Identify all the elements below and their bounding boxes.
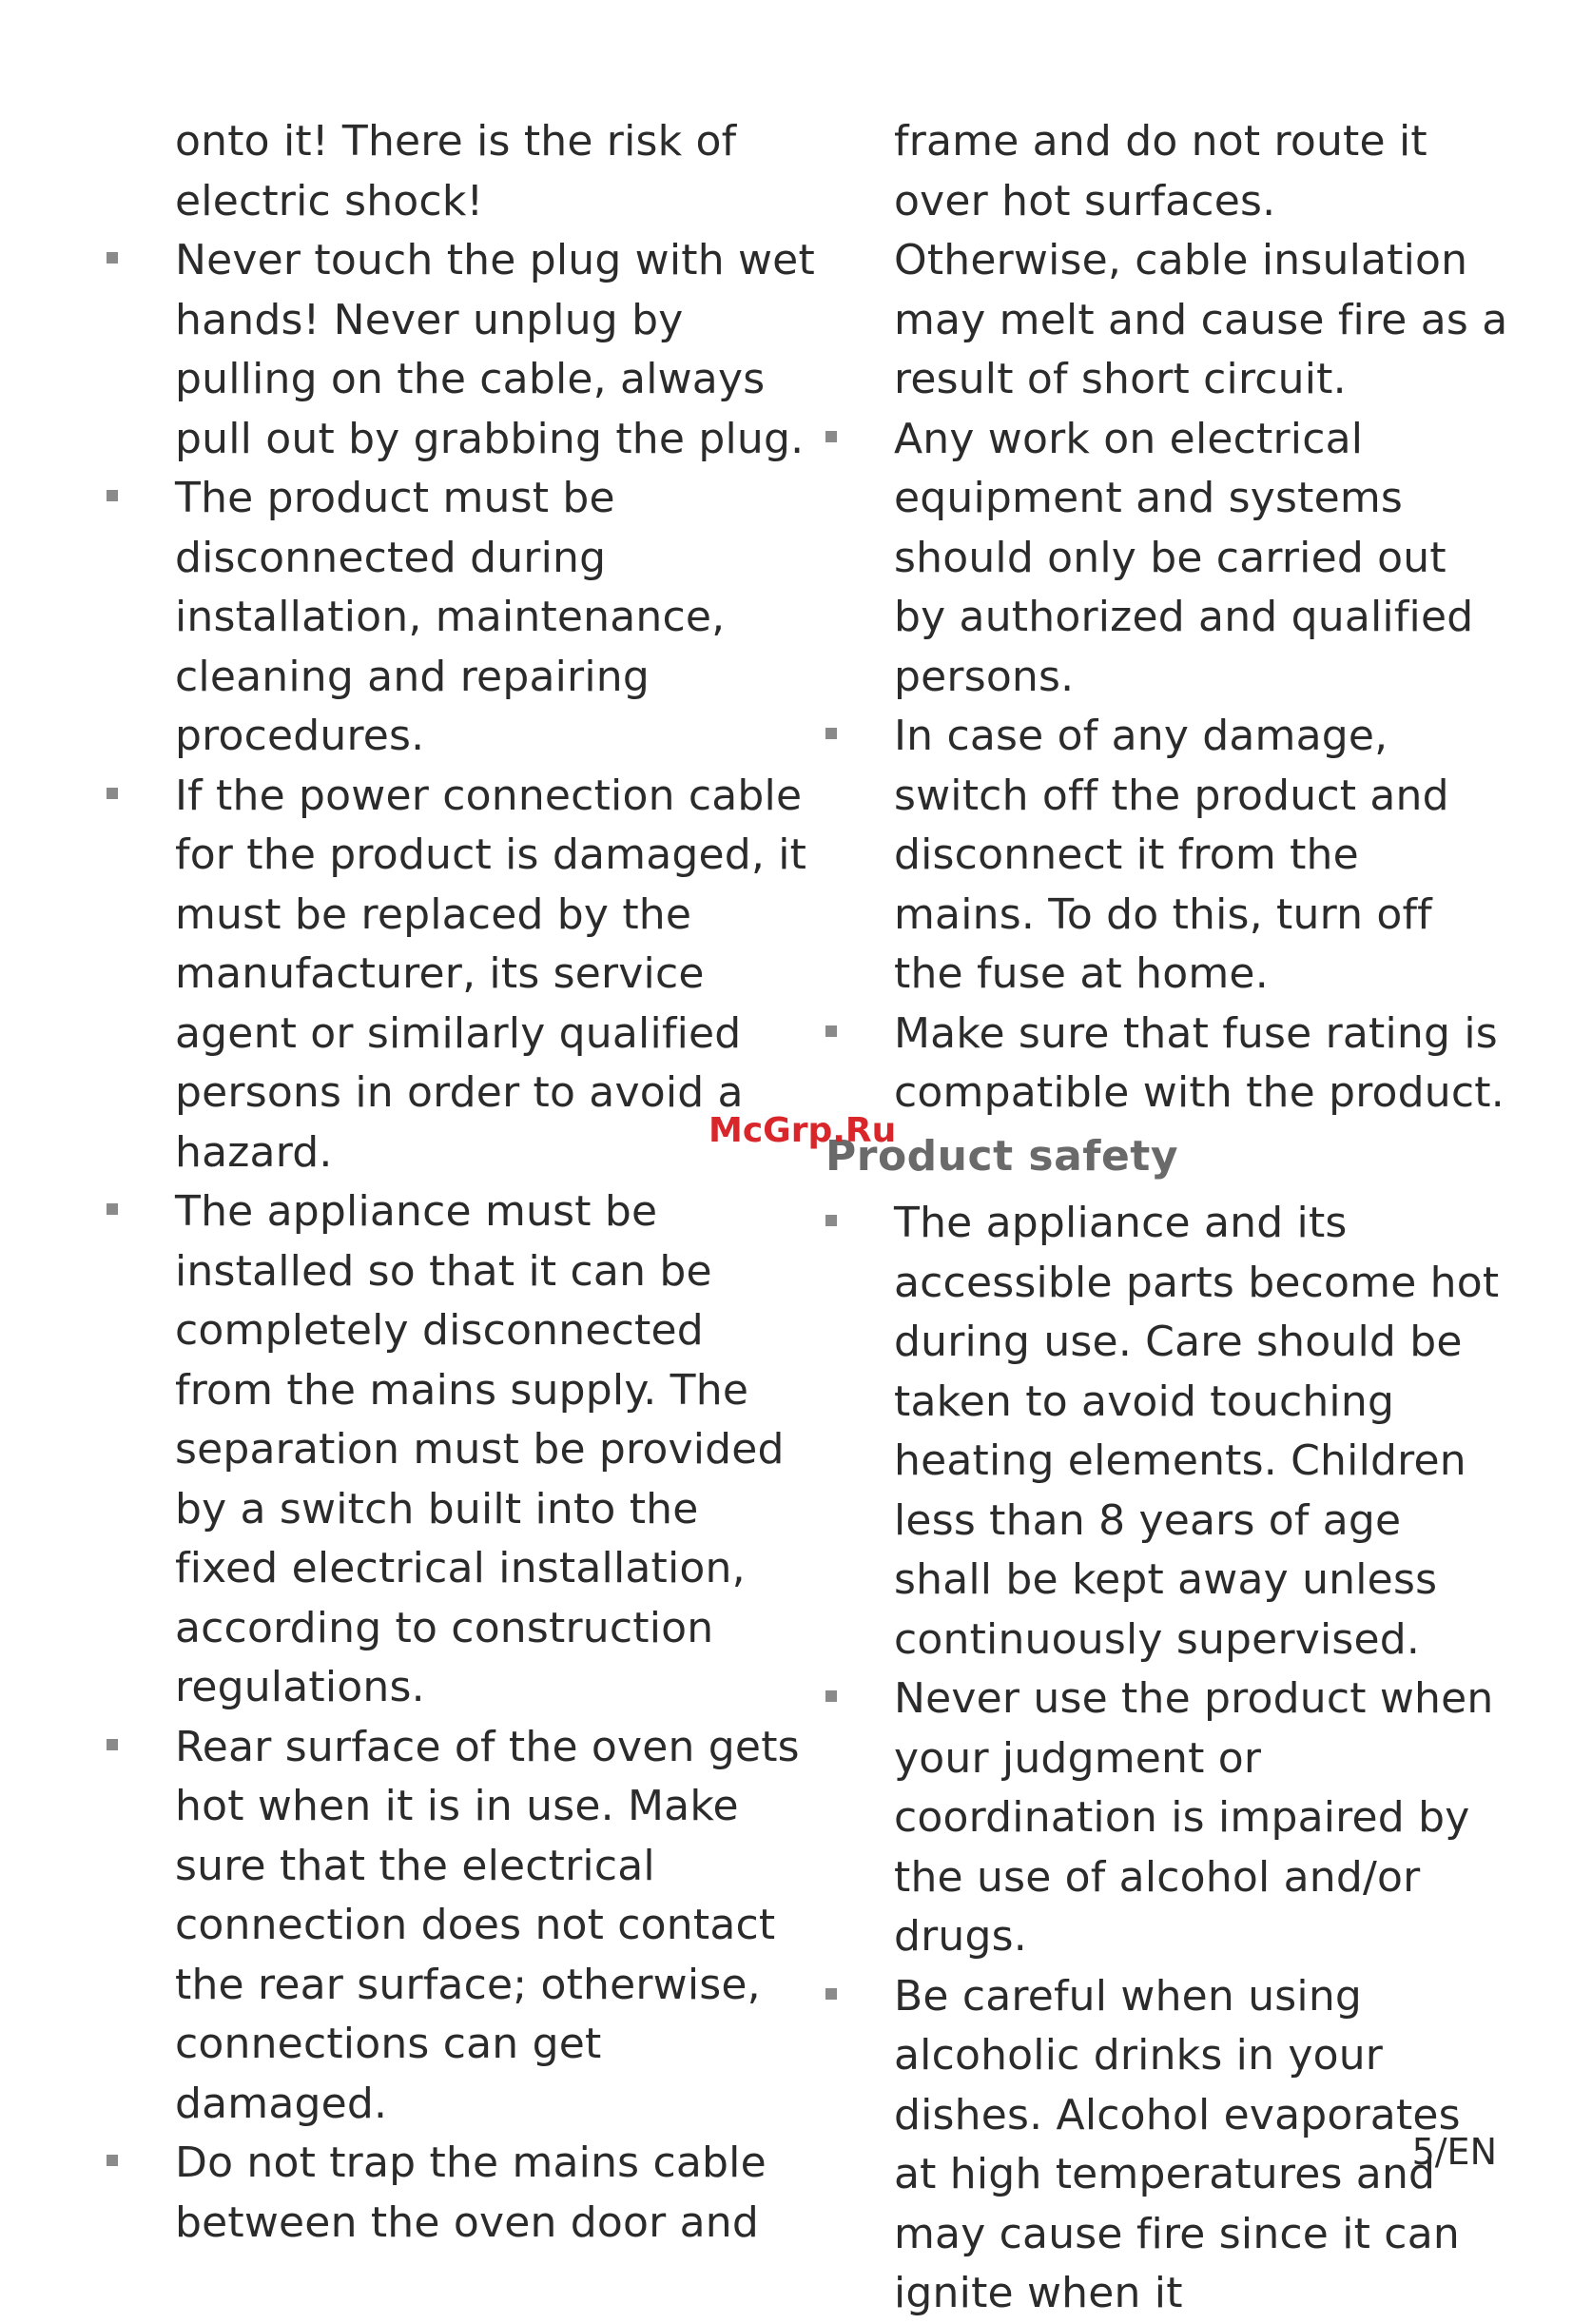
list-item: The appliance and its accessible parts become hot during use. Care should be taken to avoid touching heating elements. Children less than 8 years of age shall be kept away unless continuously supervised. — [825, 1194, 1510, 1670]
list-item: Any work on electrical equipment and systems should only be carried out by authorized and qualified persons. — [825, 410, 1510, 708]
bullet-list — [825, 1194, 1510, 2324]
watermark: McGrp.Ru — [709, 1111, 897, 1150]
list-item: If the power connection cable for the product is damaged, it must be replaced by the manufacturer, its service agent or similarly qualified persons in order to avoid a hazard. — [107, 767, 815, 1183]
left-column — [107, 112, 815, 2253]
list-item: Do not trap the mains cable between the oven door and — [107, 2134, 815, 2253]
right-column — [825, 112, 1510, 2324]
section-heading: Product safety — [825, 1131, 1179, 1181]
list-item: The appliance must be installed so that it can be completely disconnected from the mains supply. The separation must be provided by a switch built into the fixed electrical installation, according to construction regulations. — [107, 1182, 815, 1718]
list-item: Never touch the plug with wet hands! Never unplug by pulling on the cable, always pull out by grabbing the plug. — [107, 231, 815, 469]
continuation-text: frame and do not route it over hot surfaces. Otherwise, cable insulation may melt and cause fire as a result of short circuit. — [894, 117, 1508, 403]
continuation-text: onto it! There is the risk of electric shock! — [175, 117, 737, 225]
page-number: 5/EN — [1411, 2131, 1497, 2173]
list-item: Rear surface of the oven gets hot when it is in use. Make sure that the electrical connection does not contact the rear surface; otherwise, connections can get damaged. — [107, 1718, 815, 2135]
list-item: Never use the product when your judgment or coordination is impaired by the use of alcohol and/or drugs. — [825, 1670, 1510, 1967]
list-item: Make sure that fuse rating is compatible with the product. — [825, 1005, 1510, 1123]
list-item: The product must be disconnected during installation, maintenance, cleaning and repairing procedures. — [107, 469, 815, 767]
bullet-list — [107, 231, 815, 2253]
list-item: Be careful when using alcoholic drinks in your dishes. Alcohol evaporates at high temperatures and may cause fire since it can ignite when it — [825, 1967, 1510, 2324]
list-item: In case of any damage, switch off the product and disconnect it from the mains. To do this, turn off the fuse at home. — [825, 707, 1510, 1005]
bullet-list — [825, 410, 1510, 1123]
